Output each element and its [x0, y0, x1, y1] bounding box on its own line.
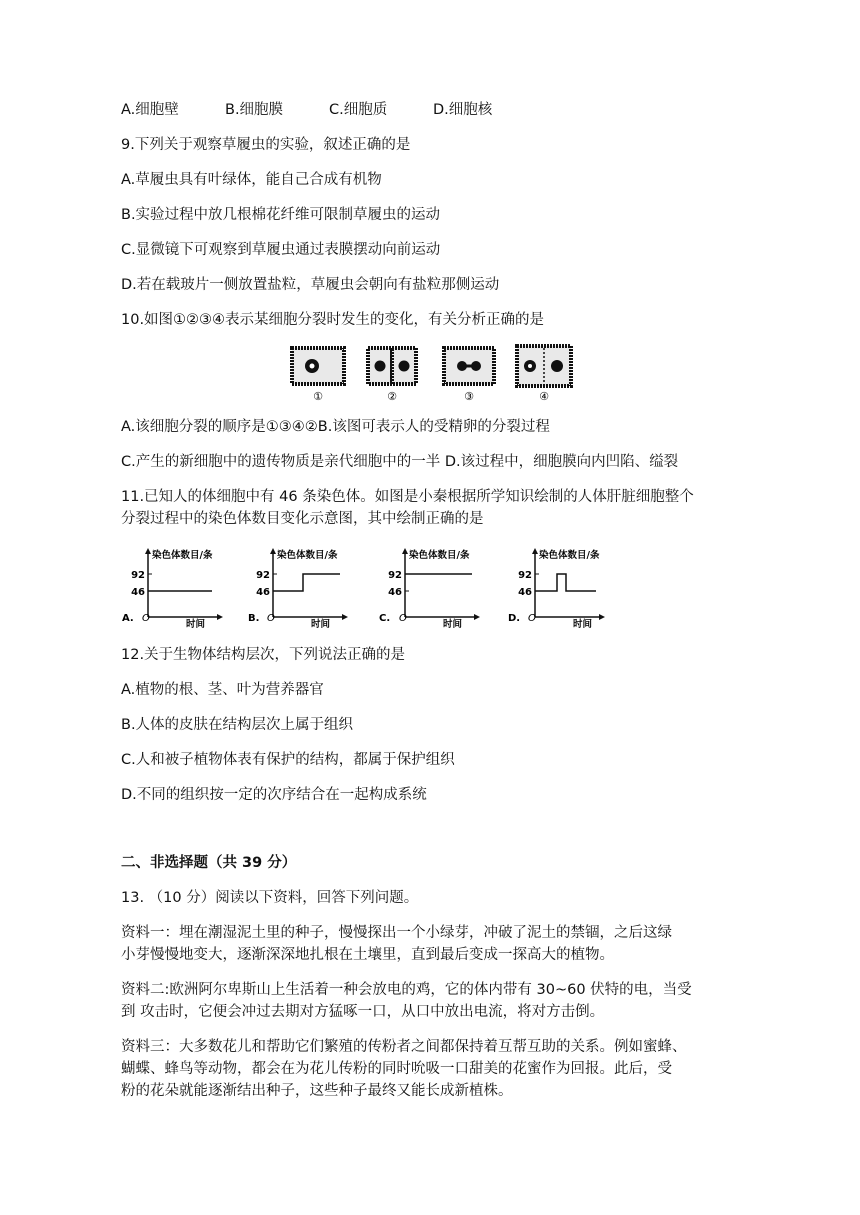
material-3-line2: 蝴蝶、蜂鸟等动物，都会在为花儿传粉的同时吮吸一口甜美的花蜜作为回报。此后，受 [121, 1061, 672, 1077]
cell-4 [517, 346, 571, 386]
q10-options-line2: C.产生的新细胞中的遗传物质是亲代细胞中的一半 D.该过程中，细胞膜向内凹陷、缢裂 [121, 454, 679, 470]
chart-b-ytick-92: 92 [256, 570, 270, 581]
chart-d-xlabel: 时间 [573, 619, 593, 630]
chromosome-charts-figure [120, 545, 610, 630]
chart-c-ytick-46: 46 [388, 587, 402, 598]
chart-b [248, 548, 348, 630]
chart-c-ytick-92: 92 [388, 570, 402, 581]
chart-c-origin: O [399, 613, 407, 624]
cell-division-figure [286, 343, 576, 403]
q10-options-line1: A.该细胞分裂的顺序是①③④②B.该图可表示人的受精卵的分裂过程 [121, 419, 550, 435]
chart-a-letter: A. [122, 613, 134, 624]
chart-c [379, 548, 480, 630]
chart-d-letter: D. [508, 613, 521, 624]
chart-c-letter: C. [379, 613, 391, 624]
q11-stem-line2: 分裂过程中的染色体数目变化示意图，其中绘制正确的是 [121, 511, 484, 527]
material-2-line2: 到 攻击时，它便会冲过去期对方猛啄一口，从口中放出电流，将对方击倒。 [121, 1004, 605, 1020]
material-1-line2: 小芽慢慢地变大，逐渐深深地扎根在土壤里，直到最后变成一探高大的植物。 [121, 947, 614, 963]
chart-b-letter: B. [248, 613, 260, 624]
chart-d-line [535, 574, 596, 591]
q8-option-d: D.细胞核 [433, 102, 493, 118]
chart-c-ylabel: 染色体数目/条 [409, 550, 470, 561]
q12-option-c: C.人和被子植物体表有保护的结构，都属于保护组织 [121, 752, 455, 768]
q9-option-d: D.若在载玻片一侧放置盐粒，草履虫会朝向有盐粒那侧运动 [121, 277, 500, 293]
q10-stem: 10.如图①②③④表示某细胞分裂时发生的变化，有关分析正确的是 [121, 312, 545, 328]
material-3-line1: 资料三：大多数花儿和帮助它们繁殖的传粉者之间都保持着互帮互助的关系。例如蜜蜂、 [121, 1039, 687, 1055]
material-3-line3: 粉的花朵就能逐渐结出种子，这些种子最终又能长成新植株。 [121, 1083, 513, 1099]
chart-a [122, 548, 223, 630]
cell-2 [368, 348, 416, 384]
chart-b-ylabel: 染色体数目/条 [277, 550, 338, 561]
q9-option-b: B.实验过程中放几根棉花纤维可限制草履虫的运动 [121, 207, 441, 223]
q8-option-a: A.细胞壁 [121, 102, 179, 118]
chart-a-ytick-92: 92 [131, 570, 145, 581]
chart-b-origin: O [267, 613, 275, 624]
q12-option-a: A.植物的根、茎、叶为营养器官 [121, 682, 324, 698]
q12-option-d: D.不同的组织按一定的次序结合在一起构成系统 [121, 787, 427, 803]
cell-label-1: ① [313, 390, 323, 403]
chart-d-ytick-46: 46 [518, 587, 532, 598]
chart-c-xlabel: 时间 [443, 619, 463, 630]
material-1-line1: 资料一：埋在潮湿泥土里的种子，慢慢探出一个小绿芽，冲破了泥土的禁锢，之后这绿 [121, 925, 672, 941]
q8-options [121, 100, 492, 120]
cell-1 [292, 348, 344, 384]
chart-d [508, 548, 605, 630]
chart-a-ylabel: 染色体数目/条 [152, 550, 213, 561]
cell-label-4: ④ [539, 390, 549, 403]
q8-option-c: C.细胞质 [329, 102, 388, 118]
cell-3 [444, 348, 494, 384]
material-2-line1: 资料二:欧洲阿尔卑斯山上生活着一种会放电的鸡，它的体内带有 30~60 伏特的电，当受 [121, 982, 692, 998]
cell-label-3: ③ [464, 390, 474, 403]
q9-stem: 9.下列关于观察草履虫的实验，叙述正确的是 [121, 137, 411, 153]
chart-d-origin: O [528, 613, 536, 624]
q13-stem: 13. （10 分）阅读以下资料，回答下列问题。 [121, 890, 419, 906]
chart-a-ytick-46: 46 [131, 587, 145, 598]
q8-option-b: B.细胞膜 [225, 102, 284, 118]
chart-b-ytick-46: 46 [256, 587, 270, 598]
q11-stem-line1: 11.已知人的体细胞中有 46 条染色体。如图是小秦根据所学知识绘制的人体肝脏细胞整个 [121, 489, 694, 505]
chart-b-xlabel: 时间 [311, 619, 331, 630]
q12-option-b: B.人体的皮肤在结构层次上属于组织 [121, 717, 354, 733]
q9-option-c: C.显微镜下可观察到草履虫通过表膜摆动向前运动 [121, 242, 441, 258]
chart-b-line [273, 574, 340, 591]
chart-a-origin: O [142, 613, 150, 624]
chart-d-ytick-92: 92 [518, 570, 532, 581]
cell-label-2: ② [387, 390, 397, 403]
section-2-heading: 二、非选择题（共 39 分） [121, 855, 297, 871]
chart-a-xlabel: 时间 [186, 619, 206, 630]
q12-stem: 12.关于生物体结构层次，下列说法正确的是 [121, 647, 406, 663]
chart-d-ylabel: 染色体数目/条 [539, 550, 600, 561]
q9-option-a: A.草履虫具有叶绿体，能自己合成有机物 [121, 172, 382, 188]
